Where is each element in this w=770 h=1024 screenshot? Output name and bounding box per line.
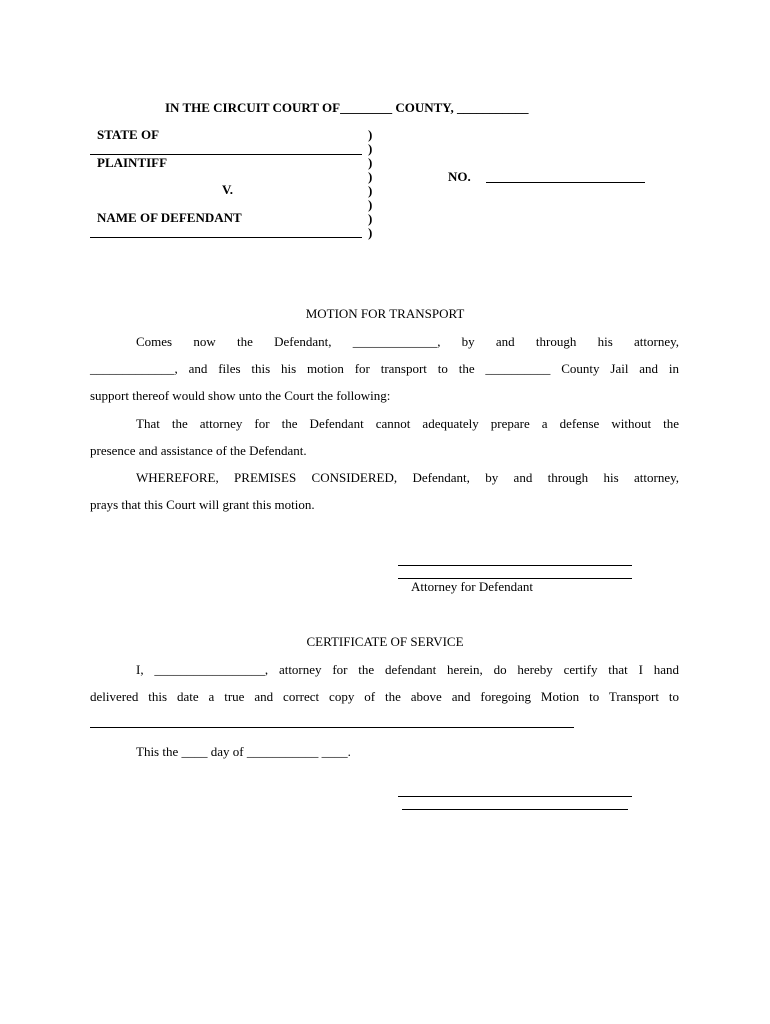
- plaintiff-label: PLAINTIFF: [97, 155, 168, 170]
- state-of-label: STATE OF: [97, 127, 160, 142]
- caption-paren: ): [368, 211, 373, 226]
- court-heading: IN THE CIRCUIT COURT OF________ COUNTY, ___________: [165, 100, 529, 115]
- motion-paragraph-3-line-2: prays that this Court will grant this motion.: [90, 497, 315, 512]
- caption-paren: ): [368, 169, 373, 184]
- motion-title: MOTION FOR TRANSPORT: [305, 306, 465, 321]
- served-party-line: [90, 727, 574, 728]
- signature-caption: Attorney for Defendant: [411, 579, 534, 594]
- versus-label: V.: [222, 182, 233, 197]
- defendant-name-line: [90, 237, 362, 238]
- certificate-date-line: This the ____ day of ___________ ____.: [136, 744, 351, 759]
- caption-paren: ): [368, 155, 373, 170]
- caption-paren: ): [368, 225, 373, 240]
- motion-paragraph-2-line-2: presence and assistance of the Defendant.: [90, 443, 307, 458]
- caption-paren: ): [368, 183, 373, 198]
- case-no-label: NO.: [448, 169, 471, 184]
- case-no-line: [486, 182, 645, 183]
- caption-paren: ): [368, 141, 373, 156]
- certificate-signature-line: [398, 796, 632, 797]
- defendant-name-label: NAME OF DEFENDANT: [97, 210, 242, 225]
- motion-paragraph-1-line-2: _____________, and files this his motion for transport to the __________ County Jail and in: [90, 361, 679, 376]
- certificate-line-1: I, _________________, attorney for the defendant herein, do hereby certify that I hand: [136, 662, 679, 677]
- motion-paragraph-3-line-1: WHEREFORE, PREMISES CONSIDERED, Defendant, by and through his attorney,: [136, 470, 679, 485]
- caption-paren: ): [368, 127, 373, 142]
- certificate-line-2: delivered this date a true and correct copy of the above and foregoing Motion to Transport to: [90, 689, 679, 704]
- motion-paragraph-2-line-1: That the attorney for the Defendant cannot adequately prepare a defense without the: [136, 416, 679, 431]
- certificate-signature-line: [402, 809, 628, 810]
- signature-line: [398, 565, 632, 566]
- motion-paragraph-1-line-1: Comes now the Defendant, _____________, by and through his attorney,: [136, 334, 679, 349]
- caption-paren: ): [368, 197, 373, 212]
- certificate-title: CERTIFICATE OF SERVICE: [306, 634, 464, 649]
- motion-paragraph-1-line-3: support thereof would show unto the Court the following:: [90, 388, 391, 403]
